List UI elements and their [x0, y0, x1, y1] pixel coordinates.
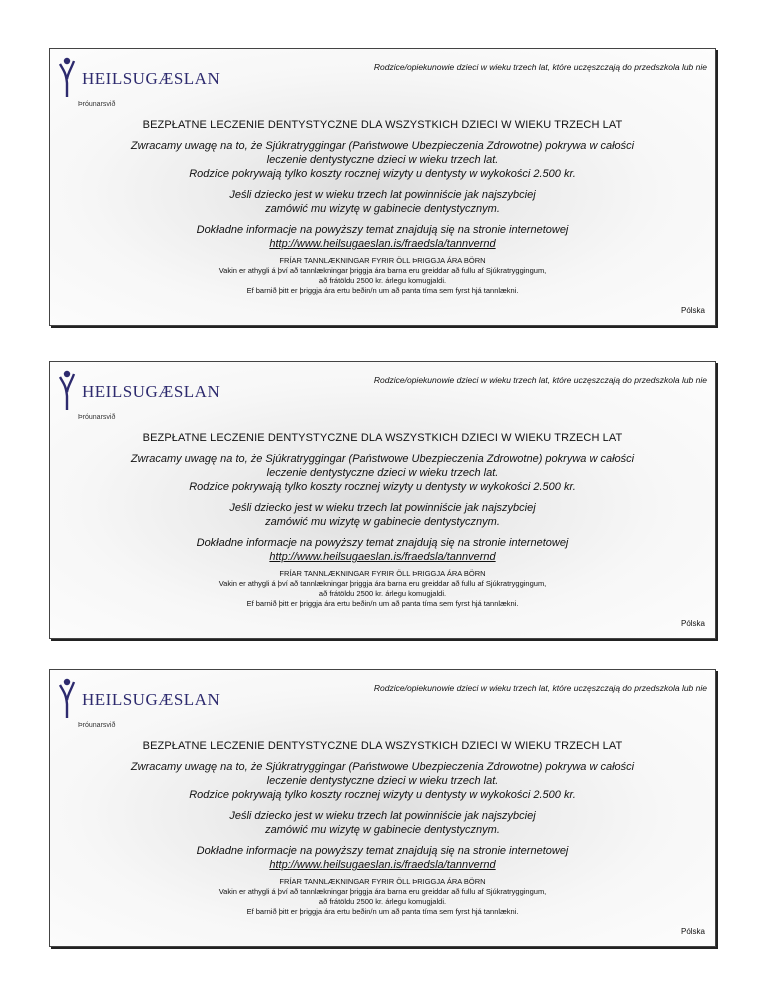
logo-text: HEILSUGÆSLAN: [82, 382, 221, 401]
logo-text: HEILSUGÆSLAN: [82, 69, 221, 88]
flyer-card-2: [49, 361, 716, 639]
paragraph-coverage: Zwracamy uwagę na to, że Sjúkratryggingar (Państwowe Ubezpieczenia Zdrowotne) pokrywa w całości leczenie dentystyczne dzieci w wieku trzech lat. Rodzice pokrywają tylko koszty rocznej wizyty u dentysty w wykokości 2.500 kr.: [130, 140, 635, 180]
paragraph-info: Dokładne informacje na powyższy temat znajdują się na stronie internetowej http://www.heilsugaeslan.is/fraedsla/tannvernd: [50, 536, 715, 564]
card-title: BEZPŁATNE LECZENIE DENTYSTYCZNE DLA WSZYSTKICH DZIECI W WIEKU TRZECH LAT: [142, 119, 623, 131]
icelandic-summary: FRÍAR TANNLÆKNINGAR FYRIR ÖLL ÞRIGGJA ÁRA BÖRN Vakin er athygli á því að tannlækningar þriggja ára barna eru greiddar að fullu af Sjúkratryggingum, að frátöldu 2500 kr. árlegu komugjaldi. Ef barnið þitt er þriggja ára ertu beðin/n um að panta tíma sem fyrst hjá tannlækni.: [218, 569, 547, 608]
card-content: [50, 119, 715, 296]
top-note: Rodzice/opiekunowie dzieci w wieku trzech lat, które uczęszczają do przedszkola lub nie: [373, 62, 707, 72]
card-content: [50, 740, 715, 917]
language-label: Pólska: [680, 306, 705, 315]
info-link[interactable]: http://www.heilsugaeslan.is/fraedsla/tannvernd: [269, 859, 496, 871]
logo-text: HEILSUGÆSLAN: [82, 690, 221, 709]
flyer-card-1: [49, 48, 716, 326]
paragraph-appointment: Jeśli dziecko jest w wieku trzech lat powinniście jak najszybciej zamówić mu wizytę w gabinecie dentystycznym.: [229, 810, 536, 836]
language-label: Pólska: [680, 927, 705, 936]
paragraph-info: Dokładne informacje na powyższy temat znajdują się na stronie internetowej http://www.heilsugaeslan.is/fraedsla/tannvernd: [50, 844, 715, 872]
info-link[interactable]: http://www.heilsugaeslan.is/fraedsla/tannvernd: [269, 551, 496, 563]
top-note: Rodzice/opiekunowie dzieci w wieku trzech lat, które uczęszczają do przedszkola lub nie: [373, 375, 707, 385]
heilsugaeslan-logo: [58, 676, 221, 732]
language-label: Pólska: [680, 619, 705, 628]
logo-subtitle: Þróunarsvið: [78, 722, 116, 729]
info-link[interactable]: http://www.heilsugaeslan.is/fraedsla/tannvernd: [269, 238, 496, 250]
person-figure-icon: [58, 676, 84, 720]
paragraph-info: Dokładne informacje na powyższy temat znajdują się na stronie internetowej http://www.heilsugaeslan.is/fraedsla/tannvernd: [50, 223, 715, 251]
card-title: BEZPŁATNE LECZENIE DENTYSTYCZNE DLA WSZYSTKICH DZIECI W WIEKU TRZECH LAT: [142, 432, 623, 444]
icelandic-summary: FRÍAR TANNLÆKNINGAR FYRIR ÖLL ÞRIGGJA ÁRA BÖRN Vakin er athygli á því að tannlækningar þriggja ára barna eru greiddar að fullu af Sjúkratryggingum, að frátöldu 2500 kr. árlegu komugjaldi. Ef barnið þitt er þriggja ára ertu beðin/n um að panta tíma sem fyrst hjá tannlækni.: [218, 877, 547, 916]
paragraph-coverage: Zwracamy uwagę na to, że Sjúkratryggingar (Państwowe Ubezpieczenia Zdrowotne) pokrywa w całości leczenie dentystyczne dzieci w wieku trzech lat. Rodzice pokrywają tylko koszty rocznej wizyty u dentysty w wykokości 2.500 kr.: [130, 761, 635, 801]
icelandic-summary: FRÍAR TANNLÆKNINGAR FYRIR ÖLL ÞRIGGJA ÁRA BÖRN Vakin er athygli á því að tannlækningar þriggja ára barna eru greiddar að fullu af Sjúkratryggingum, að frátöldu 2500 kr. árlegu komugjaldi. Ef barnið þitt er þriggja ára ertu beðin/n um að panta tíma sem fyrst hjá tannlækni.: [218, 256, 547, 295]
top-note: Rodzice/opiekunowie dzieci w wieku trzech lat, które uczęszczają do przedszkola lub nie: [373, 683, 707, 693]
heilsugaeslan-logo: [58, 368, 221, 424]
card-title: BEZPŁATNE LECZENIE DENTYSTYCZNE DLA WSZYSTKICH DZIECI W WIEKU TRZECH LAT: [142, 740, 623, 752]
flyer-card-3: [49, 669, 716, 947]
person-figure-icon: [58, 55, 84, 99]
logo-subtitle: Þróunarsvið: [78, 101, 116, 108]
paragraph-appointment: Jeśli dziecko jest w wieku trzech lat powinniście jak najszybciej zamówić mu wizytę w gabinecie dentystycznym.: [229, 189, 536, 215]
paragraph-coverage: Zwracamy uwagę na to, że Sjúkratryggingar (Państwowe Ubezpieczenia Zdrowotne) pokrywa w całości leczenie dentystyczne dzieci w wieku trzech lat. Rodzice pokrywają tylko koszty rocznej wizyty u dentysty w wykokości 2.500 kr.: [130, 453, 635, 493]
card-content: [50, 432, 715, 609]
heilsugaeslan-logo: [58, 55, 221, 111]
person-figure-icon: [58, 368, 84, 412]
logo-subtitle: Þróunarsvið: [78, 414, 116, 421]
paragraph-appointment: Jeśli dziecko jest w wieku trzech lat powinniście jak najszybciej zamówić mu wizytę w gabinecie dentystycznym.: [229, 502, 536, 528]
